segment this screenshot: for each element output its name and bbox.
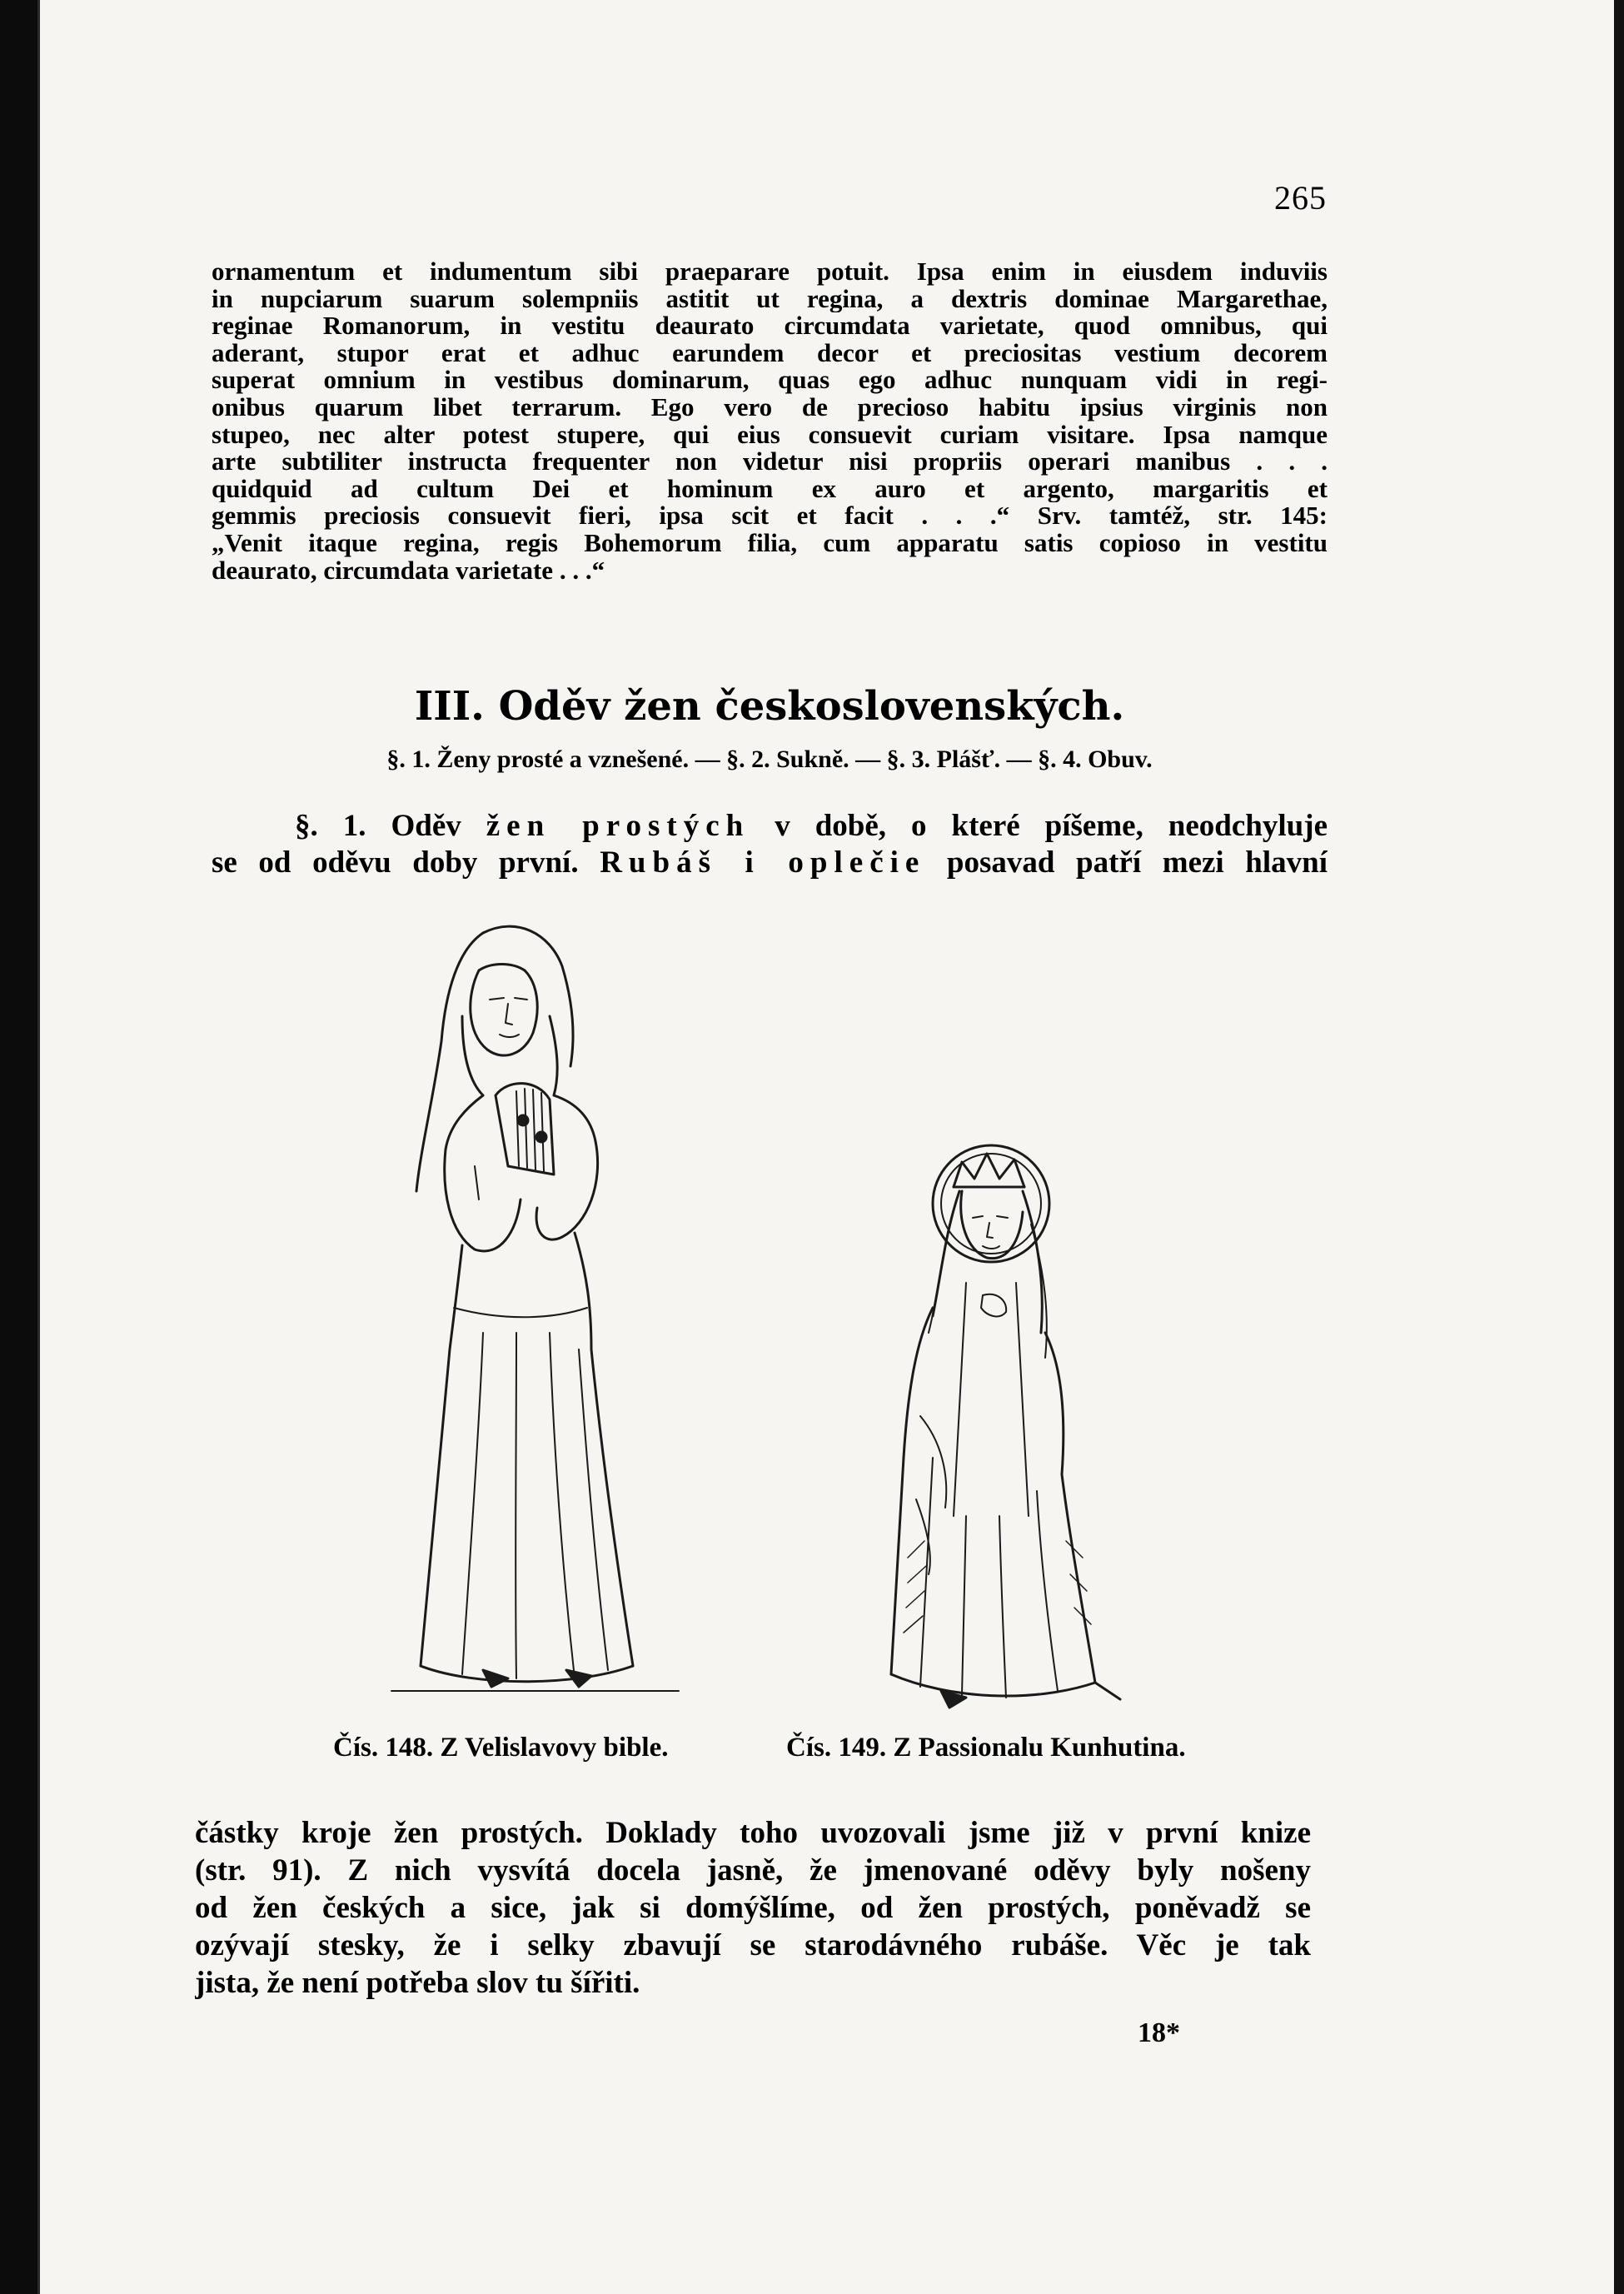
latin-line: superat omnium in vestibus dominarum, quas ego adhuc nunquam vidi in regi- (212, 367, 1328, 394)
latin-line: quidquid ad cultum Dei et hominum ex auro et argento, margaritis et (212, 475, 1328, 503)
latin-quotation (212, 258, 1328, 584)
latin-line: „Venit itaque regina, regis Bohemorum filia, cum apparatu satis copioso in vestitu (212, 529, 1328, 557)
latin-line: stupeo, nec alter potest stupere, qui eius consuevit curiam visitare. Ipsa namque (212, 421, 1328, 449)
latin-line: reginae Romanorum, in vestitu deaurato circumdata varietate, quod omnibus, qui (212, 312, 1328, 340)
latin-line: onibus quarum libet terrarum. Ego vero de precioso habitu ipsius virginis non (212, 393, 1328, 421)
intro-text: se od oděvu doby první. (212, 845, 600, 880)
intro-paragraph (212, 808, 1328, 881)
woman-with-harp-figure (383, 916, 683, 1699)
latin-line: aderant, stupor erat et adhuc earundem decor et preciositas vestium decorem (212, 339, 1328, 367)
scan-left-edge (0, 0, 37, 2294)
figure-caption: Čís. 148. Z Velislavovy bible. (333, 1733, 669, 1763)
body-line: od žen českých a sice, jak si domýšlíme, od žen prostých, poněvadž se (195, 1891, 1311, 1925)
spaced-emphasis: Rubáš i oplečie (600, 845, 926, 880)
latin-line: deaurato, circumdata varietate . . .“ (212, 556, 605, 585)
chapter-contents: §. 1. Ženy prosté a vznešené. — §. 2. Sukně. — §. 3. Plášť. — §. 4. Obuv. (386, 746, 1153, 773)
page-number: 265 (1274, 179, 1327, 217)
crowned-saint-figure (883, 1141, 1133, 1724)
body-line: ozývají stesky, že i selky zbavují se starodávného rubáše. Věc je tak (195, 1928, 1311, 1962)
continuation-paragraph (195, 1814, 1311, 2002)
body-line: částky kroje žen prostých. Doklady toho uvozovali jsme již v první knize (195, 1816, 1311, 1850)
printer-signature-mark: 18* (1138, 2017, 1180, 2048)
gutter-line (37, 0, 40, 2294)
intro-text: posavad patří mezi hlavní (925, 845, 1328, 880)
latin-line: gemmis preciosis consuevit fieri, ipsa scit et facit . . .“ Srv. tamtéž, str. 145: (212, 502, 1328, 530)
intro-text: v době, o které píšeme, neodchyluje (750, 809, 1328, 843)
latin-line: arte subtiliter instructa frequenter non videtur nisi propriis operari manibus . . . (212, 448, 1328, 476)
latin-line: in nupciarum suarum solempniis astitit ut regina, a dextris dominae Margarethae, (212, 285, 1328, 313)
latin-line: ornamentum et indumentum sibi praeparare potuit. Ipsa enim in eiusdem induviis (212, 258, 1328, 286)
chapter-heading: III. Oděv žen československých. (414, 683, 1125, 730)
figure-caption: Čís. 149. Z Passionalu Kunhutina. (786, 1733, 1186, 1763)
intro-text: §. 1. Oděv (295, 809, 486, 843)
spaced-emphasis: žen prostých (486, 809, 750, 843)
intro-line (212, 808, 1328, 845)
body-line: jista, že není potřeba slov tu šířiti. (195, 1966, 640, 2000)
intro-line (212, 845, 1328, 881)
body-line: (str. 91). Z nich vysvítá docela jasně, že jmenované oděvy byly nošeny (195, 1853, 1311, 1888)
